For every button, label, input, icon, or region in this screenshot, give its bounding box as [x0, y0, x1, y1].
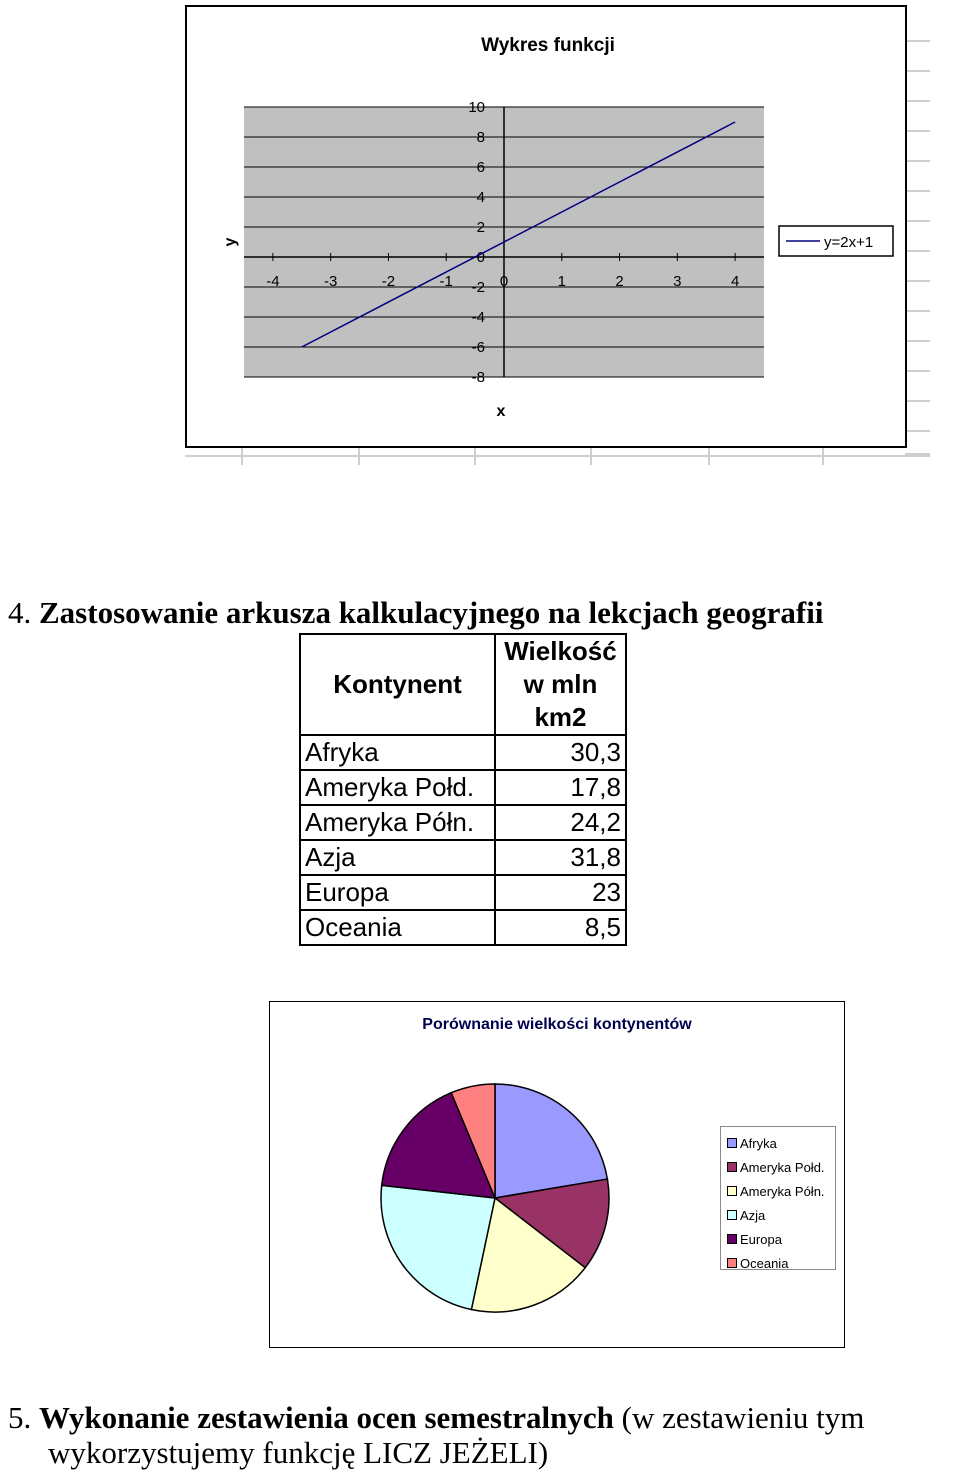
legend-label: Europa: [740, 1231, 782, 1247]
x-tick-label: -2: [381, 273, 396, 290]
x-tick-label: -3: [323, 273, 338, 290]
table-row: [300, 805, 626, 840]
legend-item: [721, 1203, 835, 1227]
legend-swatch: [727, 1234, 737, 1244]
continent-cell: Afryka: [300, 735, 495, 770]
x-tick-label: -4: [266, 273, 280, 290]
section-number: 4.: [8, 595, 32, 630]
continent-cell: Azja: [300, 840, 495, 875]
x-tick-label: 0: [499, 273, 509, 290]
pie-chart-title: Porównanie wielkości kontynentów: [422, 1016, 692, 1033]
y-tick-label: -6: [471, 339, 485, 356]
section-title: Zastosowanie arkusza kalkulacyjnego na lekcjach geografii: [39, 595, 824, 630]
legend-swatch: [727, 1258, 737, 1268]
y-axis-label: y: [222, 237, 239, 247]
x-tick-label: 4: [730, 273, 740, 290]
column-header-continent: Kontynent: [333, 669, 462, 699]
pie-slices: [381, 1084, 609, 1312]
legend-label: Afryka: [740, 1135, 777, 1151]
legend-item: [721, 1131, 835, 1155]
legend-item: [721, 1179, 835, 1203]
table-row: [300, 910, 626, 945]
chart-legend: [779, 226, 893, 256]
size-cell: 23: [495, 875, 626, 910]
table-row: [300, 735, 626, 770]
y-tick-label: 2: [476, 219, 485, 236]
legend-item: [721, 1155, 835, 1179]
legend-swatch: [727, 1138, 737, 1148]
y-tick-label: -8: [471, 369, 485, 386]
legend-item: [721, 1227, 835, 1251]
continent-cell: Europa: [300, 875, 495, 910]
x-tick-label: 3: [673, 273, 682, 290]
section-5-heading-line2: [48, 1435, 548, 1471]
header-line: Wielkość: [504, 636, 617, 666]
section-number: 5.: [8, 1400, 32, 1435]
legend-swatch: [727, 1186, 737, 1196]
function-chart: [185, 5, 907, 448]
continent-cell: Ameryka Półn.: [300, 805, 495, 840]
section-title-rest: (w zestawieniu tym: [613, 1400, 865, 1435]
legend-label: Oceania: [740, 1255, 789, 1271]
header-line: km2: [534, 702, 587, 732]
y-tick-label: -4: [471, 309, 485, 326]
table-row: [300, 875, 626, 910]
section-title-line2: wykorzystujemy funkcję LICZ JEŻELI): [48, 1435, 549, 1470]
table-header-row: [300, 634, 626, 735]
continent-pie-chart: [269, 1001, 845, 1348]
column-header-size: [495, 634, 626, 735]
legend-item: [721, 1251, 835, 1275]
y-tick-label: 0: [476, 249, 485, 266]
section-title: Wykonanie zestawienia ocen semestralnych: [39, 1400, 614, 1435]
y-tick-label: 4: [476, 189, 485, 206]
header-line: w mln: [523, 669, 598, 699]
table-row: [300, 770, 626, 805]
y-tick-label: 6: [476, 159, 485, 176]
y-tick-label: 8: [476, 129, 485, 146]
size-cell: 8,5: [495, 910, 626, 945]
y-tick-label: -2: [471, 279, 485, 296]
y-tick-label: 10: [468, 99, 485, 116]
legend-label: Azja: [740, 1207, 766, 1223]
table-row: [300, 840, 626, 875]
section-4-heading: [8, 595, 823, 631]
section-5-heading: [8, 1400, 864, 1436]
x-tick-label: 1: [557, 273, 566, 290]
x-tick-label: 2: [615, 273, 624, 290]
size-cell: 24,2: [495, 805, 626, 840]
size-cell: 31,8: [495, 840, 626, 875]
chart-title: Wykres funkcji: [481, 35, 615, 56]
size-cell: 17,8: [495, 770, 626, 805]
function-chart-svg: [187, 7, 909, 450]
continent-cell: Oceania: [300, 910, 495, 945]
size-cell: 30,3: [495, 735, 626, 770]
pie-legend: [720, 1126, 836, 1270]
legend-swatch: [727, 1210, 737, 1220]
x-tick-label: -1: [439, 273, 453, 290]
legend-swatch: [727, 1162, 737, 1172]
x-axis-label: x: [496, 403, 506, 420]
continent-cell: Ameryka Połd.: [300, 770, 495, 805]
pie-slice: [495, 1084, 607, 1198]
continent-table: [299, 633, 627, 946]
legend-label: y=2x+1: [824, 234, 874, 251]
legend-label: Ameryka Półn.: [740, 1183, 825, 1199]
legend-label: Ameryka Połd.: [740, 1159, 825, 1175]
